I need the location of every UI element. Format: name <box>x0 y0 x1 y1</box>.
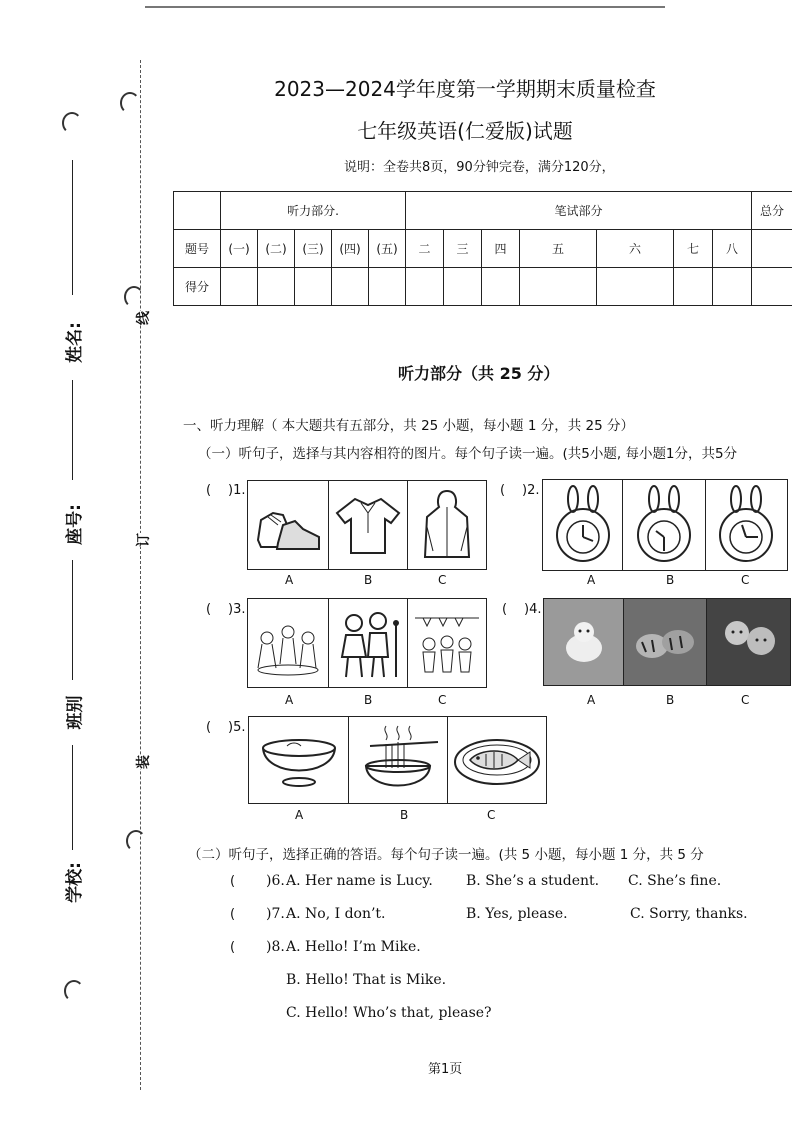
score-cell[interactable] <box>258 268 295 306</box>
class-label: 班别 <box>65 695 86 730</box>
q3-number: )3. <box>228 602 246 617</box>
seat-underline <box>72 380 73 480</box>
section2-instructions: （二）听句子，选择正确的答语。每个句子读一遍。(共 5 小题，每小题 1 分，共 5 分 <box>188 847 704 863</box>
score-cell[interactable] <box>520 268 597 306</box>
fish-dish-icon[interactable] <box>448 717 546 803</box>
page-number: 第1页 <box>428 1062 463 1077</box>
q5-label-a: A <box>295 808 304 822</box>
part1-instructions: 一、听力理解（ 本大题共有五部分，共 25 小题，每小题 1 分，共 25 分） <box>183 418 634 434</box>
col-header: 四 <box>482 230 520 268</box>
q3-label-a: A <box>285 693 294 707</box>
shirt-icon[interactable] <box>329 481 408 569</box>
q4-number: )4. <box>524 602 542 617</box>
q1-number: )1. <box>228 483 246 498</box>
binding-char-ding: 订 <box>133 533 153 547</box>
col-header: (四) <box>332 230 369 268</box>
scan-edge <box>145 6 665 8</box>
col-header: 五 <box>520 230 597 268</box>
punch-hole <box>64 980 84 1002</box>
col-header: (五) <box>369 230 406 268</box>
q6-option-c: C. She’s fine. <box>628 873 722 889</box>
exam-subtitle: 七年级英语(仁爱版)试题 <box>357 119 573 143</box>
q2-label-c: C <box>741 573 750 587</box>
q8-option-c: C. Hello! Who’s that, please? <box>286 1005 492 1021</box>
q2-pictures <box>542 479 788 571</box>
q4-pictures <box>543 598 791 686</box>
col-header: 二 <box>406 230 444 268</box>
q1-label-b: B <box>364 573 373 587</box>
answer-paren[interactable]: ( <box>206 602 212 617</box>
section1-instructions: （一）听句子，选择与其内容相符的图片。每个句子读一遍。(共5小题, 每小题1分，共5分 <box>198 446 738 462</box>
col-header: 七 <box>674 230 713 268</box>
clock-icon[interactable] <box>543 480 623 570</box>
q5-number: )5. <box>228 720 246 735</box>
q2-label-a: A <box>587 573 596 587</box>
q6-option-a: A. Her name is Lucy. <box>286 873 433 889</box>
q7-option-b: B. Yes, please. <box>466 906 568 922</box>
total-header: 总分 <box>752 192 793 230</box>
q7-option-a: A. No, I don’t. <box>286 906 386 922</box>
school-label: 学校: <box>64 862 85 903</box>
clock-icon[interactable] <box>623 480 705 570</box>
exam-note: 说明：全卷共8页，90分钟完卷，满分120分， <box>344 160 615 175</box>
q1-pictures <box>247 480 487 570</box>
listening-heading: 听力部分（共 25 分） <box>398 364 560 383</box>
col-header: (一) <box>221 230 258 268</box>
monkeys-photo[interactable] <box>707 599 790 685</box>
q4-label-b: B <box>666 693 675 707</box>
punch-hole <box>124 286 144 308</box>
answer-paren[interactable]: ( <box>230 907 236 922</box>
class-underline <box>72 560 73 680</box>
singers-icon[interactable] <box>329 599 408 687</box>
polar-bear-photo[interactable] <box>544 599 624 685</box>
score-cell[interactable] <box>482 268 520 306</box>
q6-option-b: B. She’s a student. <box>466 873 600 889</box>
clock-icon[interactable] <box>706 480 787 570</box>
writing-header: 笔试部分 <box>406 192 752 230</box>
exam-title: 2023—2024学年度第一学期期末质量检查 <box>274 77 656 101</box>
q2-number: )2. <box>522 483 540 498</box>
tigers-photo[interactable] <box>624 599 706 685</box>
q5-pictures <box>248 716 547 804</box>
q3-label-c: C <box>438 693 447 707</box>
score-cell[interactable] <box>221 268 258 306</box>
score-cell[interactable] <box>674 268 713 306</box>
name-underline <box>72 160 73 295</box>
col-header: (三) <box>295 230 332 268</box>
score-cell[interactable] <box>295 268 332 306</box>
score-cell[interactable] <box>369 268 406 306</box>
listening-header: 听力部分. <box>221 192 406 230</box>
score-cell[interactable] <box>444 268 482 306</box>
q7-option-c: C. Sorry, thanks. <box>630 906 748 922</box>
q4-label-c: C <box>741 693 750 707</box>
score-table <box>173 191 792 306</box>
score-cell[interactable] <box>597 268 674 306</box>
q3-pictures <box>247 598 487 688</box>
q3-label-b: B <box>364 693 373 707</box>
score-row-label: 得分 <box>174 268 221 306</box>
score-cell[interactable] <box>752 268 793 306</box>
party-scene-icon[interactable] <box>408 599 486 687</box>
answer-paren[interactable]: ( <box>500 483 506 498</box>
binding-char-line: 线 <box>133 311 153 325</box>
q5-label-c: C <box>487 808 496 822</box>
q2-label-b: B <box>666 573 675 587</box>
name-label: 姓名: <box>64 322 85 363</box>
answer-paren[interactable]: ( <box>502 602 508 617</box>
binding-char-zhuang: 装 <box>133 755 153 769</box>
answer-paren[interactable]: ( <box>230 940 236 955</box>
answer-paren[interactable]: ( <box>206 483 212 498</box>
picnic-scene-icon[interactable] <box>248 599 329 687</box>
score-cell[interactable] <box>332 268 369 306</box>
noodles-bowl-icon[interactable] <box>349 717 448 803</box>
score-cell[interactable] <box>406 268 444 306</box>
q7-number: )7. <box>266 906 285 922</box>
q8-number: )8. <box>266 939 285 955</box>
q8-option-b: B. Hello! That is Mike. <box>286 972 447 988</box>
school-underline <box>72 745 73 850</box>
number-row-label: 题号 <box>174 230 221 268</box>
raincoat-icon[interactable] <box>408 481 486 569</box>
col-header: 八 <box>713 230 752 268</box>
col-header: 三 <box>444 230 482 268</box>
col-header: (二) <box>258 230 295 268</box>
answer-paren[interactable]: ( <box>230 874 236 889</box>
score-cell[interactable] <box>713 268 752 306</box>
q5-label-b: B <box>400 808 409 822</box>
q4-label-a: A <box>587 693 596 707</box>
q8-option-a: A. Hello! I’m Mike. <box>286 939 421 955</box>
punch-hole <box>126 830 146 852</box>
q1-label-a: A <box>285 573 294 587</box>
col-header: 六 <box>597 230 674 268</box>
soup-bowl-icon[interactable] <box>249 717 349 803</box>
binding-dashed-line <box>140 60 141 1090</box>
seat-label: 座号: <box>64 504 85 545</box>
q6-number: )6. <box>266 873 285 889</box>
shoes-icon[interactable] <box>248 481 329 569</box>
q1-label-c: C <box>438 573 447 587</box>
answer-paren[interactable]: ( <box>206 720 212 735</box>
